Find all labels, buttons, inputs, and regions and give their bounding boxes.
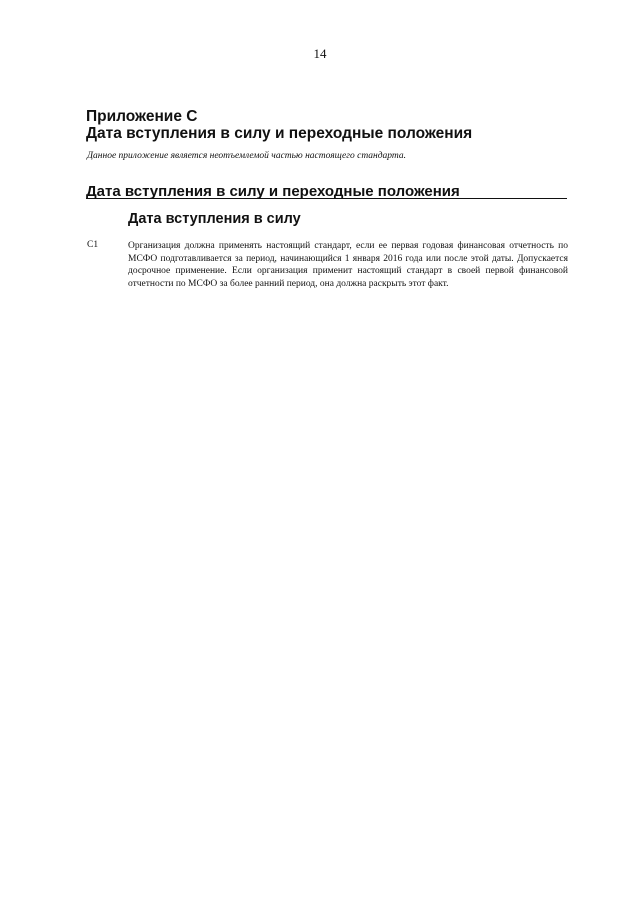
- appendix-subtitle: Дата вступления в силу и переходные положения: [86, 125, 473, 142]
- section-divider: [86, 198, 567, 199]
- subsection-heading: Дата вступления в силу: [128, 211, 301, 227]
- appendix-note: Данное приложение является неотъемлемой частью настоящего стандарта.: [87, 151, 407, 161]
- paragraph-number: С1: [87, 240, 99, 250]
- paragraph-text: Организация должна применять настоящий стандарт, если ее первая годовая финансовая отчетность по МСФО подготавливается за период, начинающийся 1 января 2016 года или после этой даты. Допускается досрочное применение. Если организация применит настоящий стандарт в своей первой финансовой отчетности по МСФО за более ранний период, она должна раскрыть этот факт.: [128, 241, 568, 289]
- appendix-title: Приложение С: [86, 108, 198, 125]
- page-number: 14: [313, 46, 327, 61]
- section-heading: Дата вступления в силу и переходные положения: [86, 183, 460, 200]
